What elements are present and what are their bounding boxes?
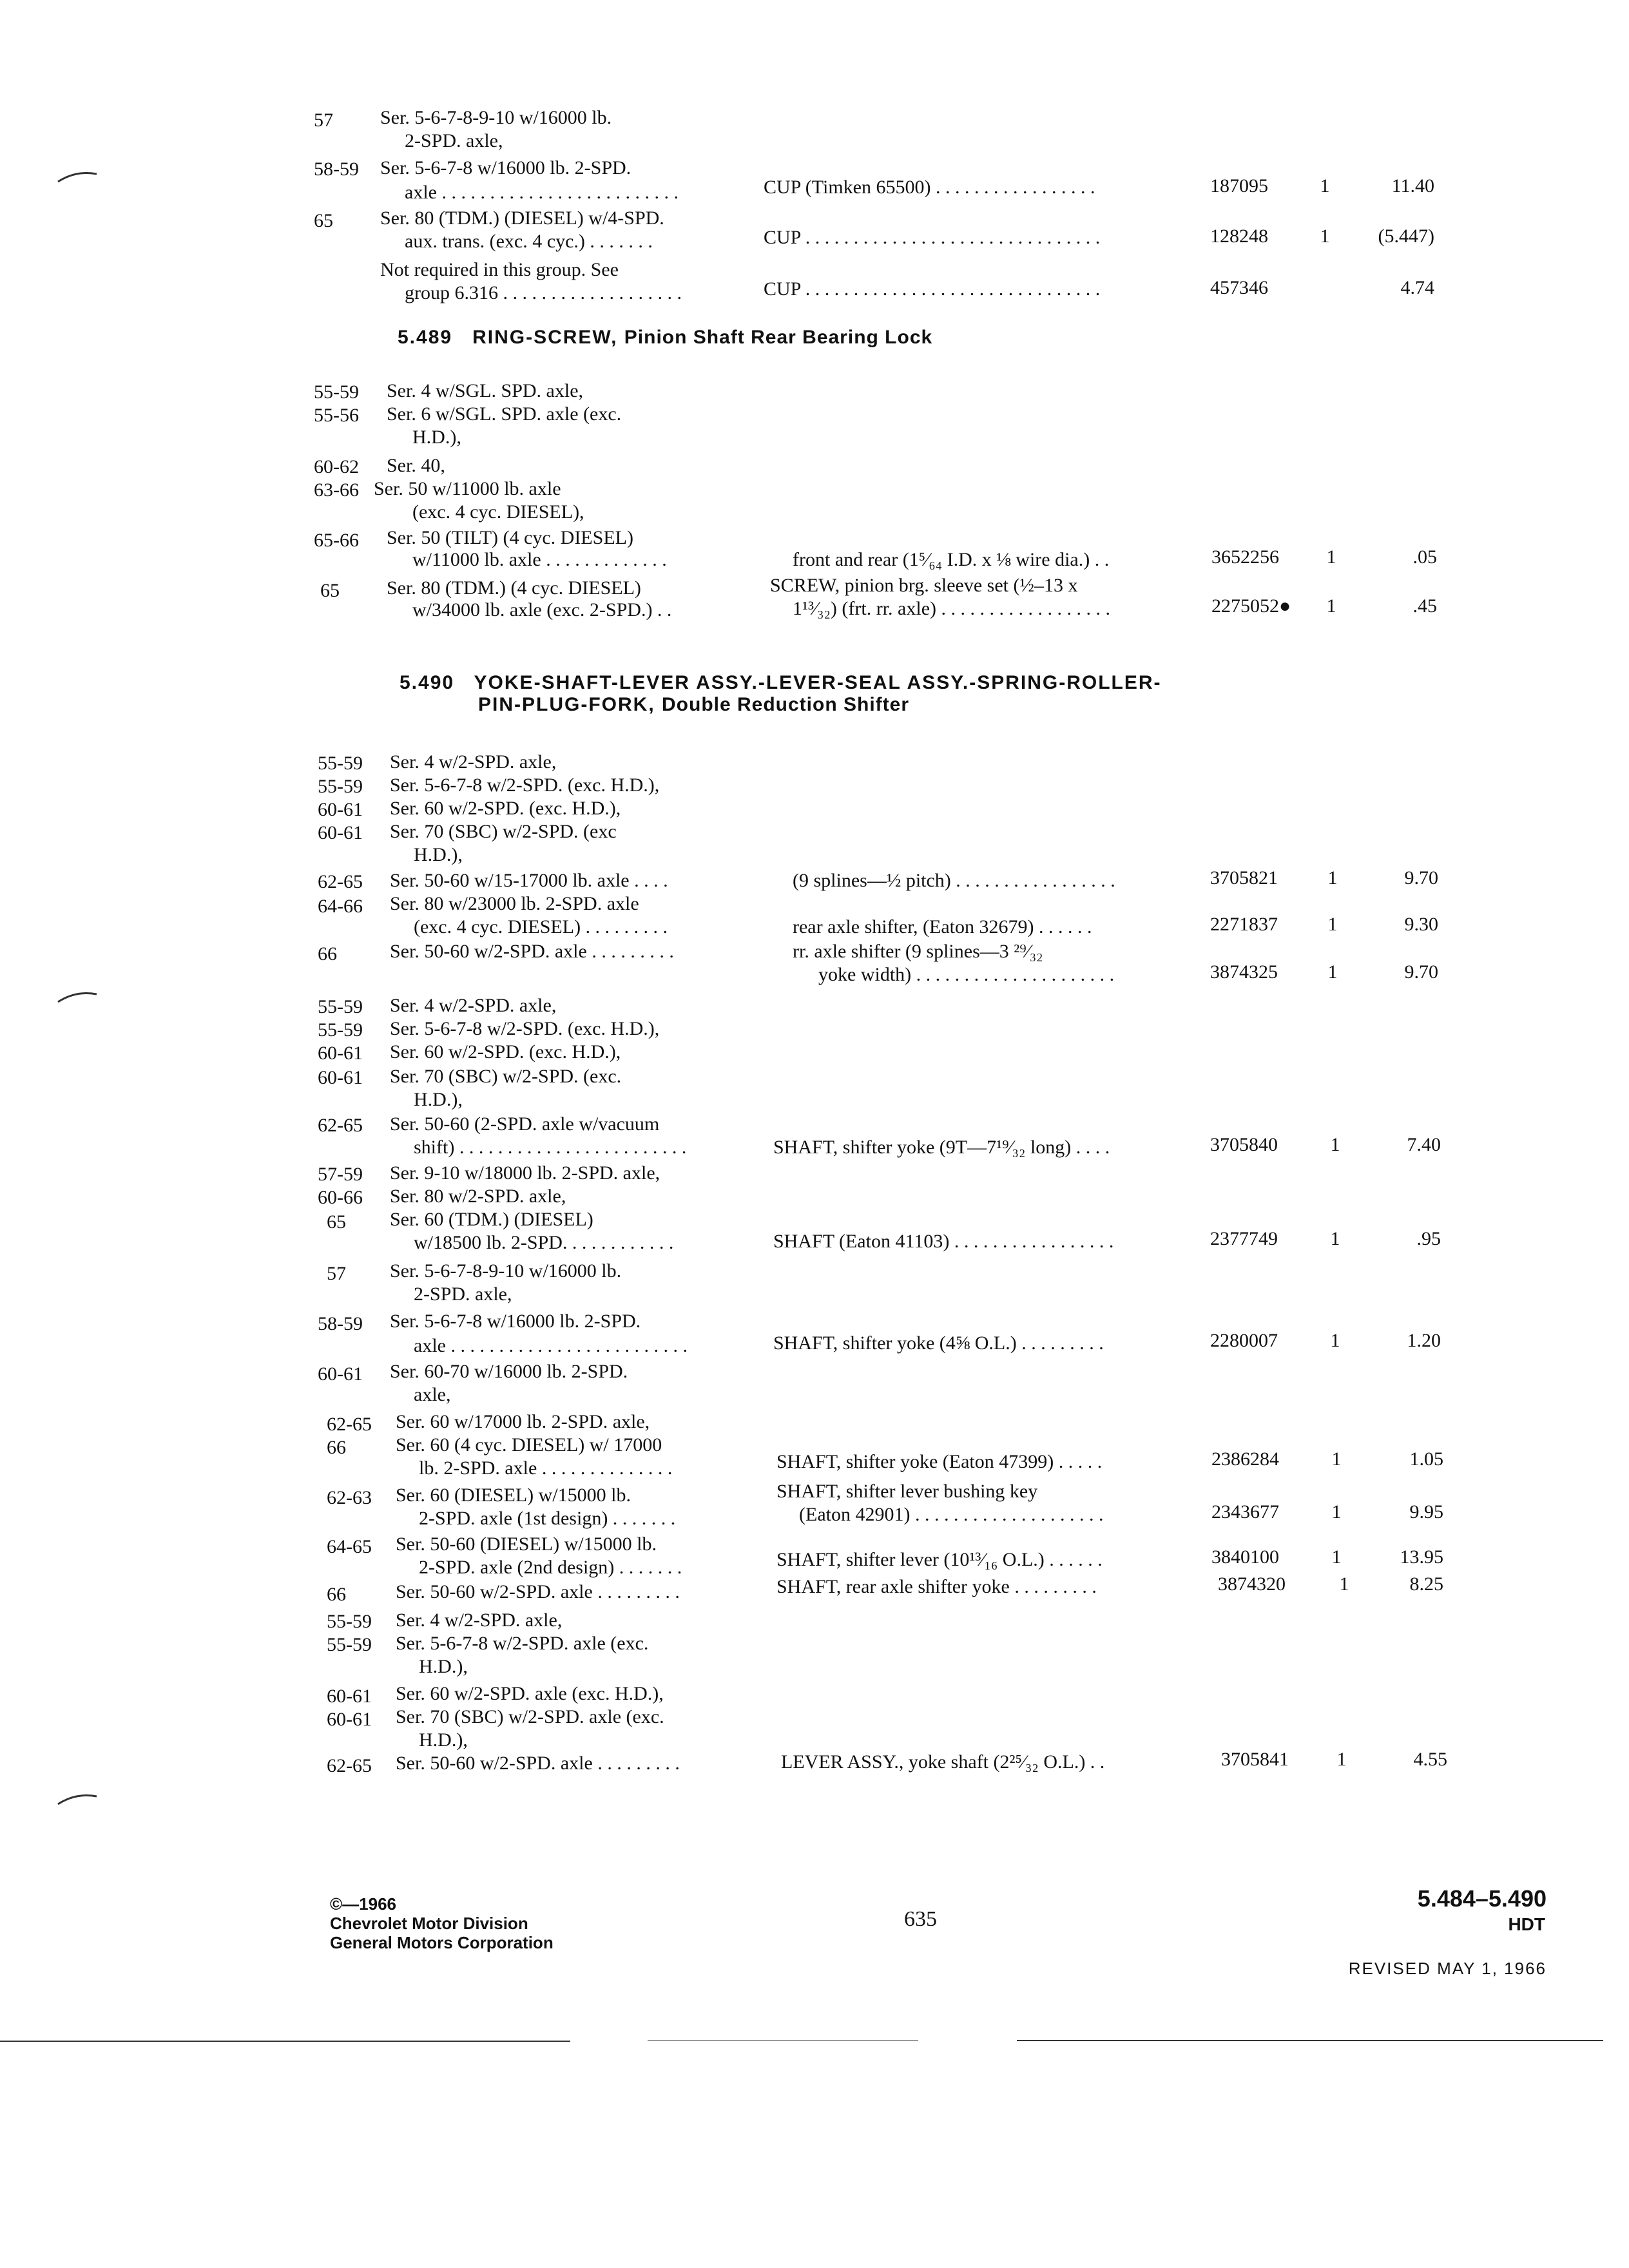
section-number: 5.490 [400, 672, 455, 693]
part-description: CUP . . . . . . . . . . . . . . . . . . . . . . . . . . . . . . . [764, 278, 1101, 300]
price: 1.05 [1409, 1448, 1443, 1470]
application-line: (exc. 4 cyc. DIESEL) . . . . . . . . . [414, 916, 668, 937]
application-line: Ser. 5-6-7-8 w/2-SPD. (exc. H.D.), [390, 774, 660, 796]
year-range: 65 [314, 210, 333, 231]
year-range: 60-61 [327, 1709, 372, 1730]
quantity: 1 [1339, 1573, 1349, 1595]
application-line: Ser. 4 w/2-SPD. axle, [396, 1610, 563, 1631]
quantity: 1 [1327, 867, 1338, 889]
application-line: Ser. 70 (SBC) w/2-SPD. axle (exc. [396, 1706, 664, 1727]
year-range: 55-59 [314, 381, 359, 403]
year-range: 63-66 [314, 479, 359, 501]
part-description: LEVER ASSY., yoke shaft (2²⁵⁄₃₂ O.L.) . . [781, 1751, 1105, 1773]
section-title-continued: PIN-PLUG-FORK, [478, 694, 655, 715]
year-range: 60-61 [327, 1686, 372, 1707]
part-number: 2343677 [1211, 1501, 1279, 1523]
part-description: CUP . . . . . . . . . . . . . . . . . . . . . . . . . . . . . . . [764, 227, 1101, 248]
application-line: Ser. 4 w/SGL. SPD. axle, [387, 380, 584, 401]
quantity: 1 [1327, 914, 1338, 935]
part-number: 2275052● [1211, 595, 1291, 617]
part-number: 2377749 [1210, 1228, 1278, 1249]
application-line: w/18500 lb. 2-SPD. . . . . . . . . . . . [414, 1232, 674, 1253]
part-description: SHAFT (Eaton 41103) . . . . . . . . . . . . . . . . . [773, 1231, 1114, 1252]
year-range: 55-59 [318, 1019, 363, 1041]
price: 13.95 [1400, 1546, 1443, 1568]
year-range: 55-59 [327, 1634, 372, 1655]
part-description: rr. axle shifter (9 splines—3 ²⁹⁄₃₂ [793, 941, 1043, 962]
section-heading-5490 [400, 672, 1162, 694]
application-line: w/11000 lb. axle . . . . . . . . . . . . . [412, 549, 667, 570]
model-code: HDT [1508, 1914, 1545, 1934]
part-number: 3652256 [1211, 546, 1279, 568]
group-range: 5.484–5.490 [1417, 1885, 1547, 1912]
price: 4.74 [1400, 277, 1434, 298]
application-line: 2-SPD. axle, [405, 130, 503, 151]
price: 1.20 [1407, 1330, 1441, 1351]
part-number: 2271837 [1210, 914, 1278, 935]
part-description: front and rear (1⁵⁄₆₄ I.D. x ⅛ wire dia.) . . [793, 549, 1110, 570]
year-range: 66 [318, 943, 337, 965]
price: .95 [1416, 1228, 1441, 1249]
part-number: 2386284 [1211, 1448, 1279, 1470]
section-title: YOKE-SHAFT-LEVER ASSY.-LEVER-SEAL ASSY.-SPRING-ROLLER- [474, 672, 1162, 693]
quantity: 1 [1331, 1448, 1342, 1470]
year-range: 60-62 [314, 456, 359, 477]
section-heading-5490-line2 [478, 694, 909, 716]
year-range: 62-65 [327, 1755, 372, 1776]
year-range: 55-56 [314, 405, 359, 426]
year-range: 65 [320, 580, 340, 601]
section-heading-5489 [398, 327, 932, 349]
application-line: Ser. 6 w/SGL. SPD. axle (exc. [387, 403, 622, 425]
application-line: shift) . . . . . . . . . . . . . . . . . . . . . . . . [414, 1137, 687, 1158]
application-line: H.D.), [414, 1089, 463, 1110]
price: 9.30 [1404, 914, 1438, 935]
application-line: Ser. 60 w/2-SPD. (exc. H.D.), [390, 1041, 621, 1062]
application-line: Ser. 50 w/11000 lb. axle [374, 478, 561, 499]
quantity: 1 [1326, 546, 1336, 568]
part-description: SHAFT, shifter lever bushing key [776, 1481, 1038, 1502]
footer-divider [0, 2041, 570, 2042]
year-range: 64-66 [318, 896, 363, 917]
part-number: 3874320 [1218, 1573, 1286, 1595]
quantity: 1 [1326, 595, 1336, 617]
quantity: 1 [1330, 1330, 1340, 1351]
part-number: 3705840 [1210, 1134, 1278, 1155]
application-line: Ser. 40, [387, 455, 445, 476]
year-range: 62-65 [318, 1115, 363, 1136]
application-line: Ser. 9-10 w/18000 lb. 2-SPD. axle, [390, 1162, 660, 1184]
application-line: axle . . . . . . . . . . . . . . . . . . . . . . . . . [414, 1335, 688, 1356]
application-line: Ser. 50-60 w/2-SPD. axle . . . . . . . . . [396, 1753, 680, 1774]
price: .05 [1412, 546, 1437, 568]
application-line: H.D.), [414, 844, 463, 865]
year-range: 65 [327, 1211, 346, 1233]
part-description: SHAFT, shifter lever (10¹³⁄₁₆ O.L.) . . . . . . [776, 1549, 1103, 1570]
application-line: H.D.), [419, 1729, 468, 1751]
quantity: 1 [1327, 961, 1338, 983]
application-line: Ser. 50-60 (2-SPD. axle w/vacuum [390, 1113, 660, 1135]
price: 8.25 [1409, 1573, 1443, 1595]
application-line: Ser. 60 (TDM.) (DIESEL) [390, 1209, 593, 1230]
year-range: 55-59 [318, 776, 363, 797]
part-description: 1¹³⁄₃₂) (frt. rr. axle) . . . . . . . . . . . . . . . . . . [793, 598, 1110, 619]
section-subtitle: Pinion Shaft Rear Bearing Lock [624, 327, 933, 348]
application-line: Ser. 60 w/2-SPD. axle (exc. H.D.), [396, 1683, 664, 1704]
application-line: axle, [414, 1384, 451, 1405]
application-line: Ser. 5-6-7-8 w/16000 lb. 2-SPD. [390, 1311, 641, 1332]
application-line: Ser. 5-6-7-8 w/2-SPD. (exc. H.D.), [390, 1018, 660, 1039]
year-range: 57-59 [318, 1164, 363, 1185]
application-line: (exc. 4 cyc. DIESEL), [412, 501, 584, 523]
year-range: 55-59 [327, 1611, 372, 1632]
year-range: 55-59 [318, 753, 363, 774]
copyright: ©—1966 [330, 1894, 396, 1914]
part-description: SCREW, pinion brg. sleeve set (½–13 x [770, 575, 1078, 596]
application-line: Ser. 80 (TDM.) (DIESEL) w/4-SPD. [380, 207, 664, 229]
application-line: Ser. 60 w/2-SPD. (exc. H.D.), [390, 798, 621, 819]
application-line: 2-SPD. axle (1st design) . . . . . . . [419, 1508, 676, 1529]
binder-mark [57, 989, 98, 1004]
part-description: SHAFT, rear axle shifter yoke . . . . . . . . . [776, 1576, 1097, 1597]
year-range: 58-59 [314, 159, 359, 180]
application-line: Ser. 50-60 w/2-SPD. axle . . . . . . . . . [390, 941, 674, 962]
application-line: Ser. 60-70 w/16000 lb. 2-SPD. [390, 1361, 628, 1382]
revised-date: REVISED MAY 1, 1966 [1348, 1959, 1547, 1978]
application-line: Ser. 70 (SBC) w/2-SPD. (exc. [390, 1066, 622, 1087]
price: (5.447) [1378, 226, 1434, 247]
part-description: SHAFT, shifter yoke (Eaton 47399) . . . . . [776, 1451, 1103, 1472]
application-line: w/34000 lb. axle (exc. 2-SPD.) . . [412, 599, 672, 620]
year-range: 66 [327, 1584, 346, 1605]
price: .45 [1412, 595, 1437, 617]
part-description: yoke width) . . . . . . . . . . . . . . . . . . . . . [818, 964, 1115, 985]
part-number: 3840100 [1211, 1546, 1279, 1568]
price: 4.55 [1413, 1749, 1447, 1770]
price: 9.95 [1409, 1501, 1443, 1523]
application-line: aux. trans. (exc. 4 cyc.) . . . . . . . [405, 231, 653, 252]
quantity: 1 [1331, 1501, 1342, 1523]
application-line: Ser. 5-6-7-8 w/16000 lb. 2-SPD. [380, 157, 631, 178]
part-number: 3705841 [1221, 1749, 1289, 1770]
year-range: 62-65 [327, 1414, 372, 1435]
part-description: SHAFT, shifter yoke (4⅝ O.L.) . . . . . . . . . [773, 1332, 1104, 1354]
application-line: 2-SPD. axle, [414, 1283, 512, 1305]
binder-mark [57, 169, 98, 184]
part-number: 187095 [1210, 175, 1268, 197]
application-line: Ser. 80 w/2-SPD. axle, [390, 1186, 566, 1207]
part-description: rear axle shifter, (Eaton 32679) . . . . . . [793, 916, 1092, 937]
application-line: Ser. 5-6-7-8-9-10 w/16000 lb. [390, 1260, 622, 1282]
quantity: 1 [1320, 226, 1330, 247]
application-line: Ser. 50-60 w/2-SPD. axle . . . . . . . . . [396, 1581, 680, 1602]
application-line: Ser. 5-6-7-8 w/2-SPD. axle (exc. [396, 1633, 649, 1654]
section-subtitle: Double Reduction Shifter [662, 694, 909, 715]
publisher-corporation: General Motors Corporation [330, 1933, 554, 1952]
year-range: 66 [327, 1437, 346, 1458]
part-number: 3705821 [1210, 867, 1278, 889]
application-line: Ser. 50 (TILT) (4 cyc. DIESEL) [387, 527, 633, 548]
price: 9.70 [1404, 961, 1438, 983]
application-line: Ser. 60 w/17000 lb. 2-SPD. axle, [396, 1411, 650, 1432]
year-range: 60-61 [318, 799, 363, 820]
part-description: SHAFT, shifter yoke (9T—7¹⁹⁄₃₂ long) . . . . [773, 1137, 1110, 1158]
year-range: 55-59 [318, 996, 363, 1017]
application-line: Ser. 50-60 w/15-17000 lb. axle . . . . [390, 870, 668, 891]
year-range: 60-61 [318, 1363, 363, 1385]
binder-mark [57, 1791, 98, 1807]
application-line: Ser. 5-6-7-8-9-10 w/16000 lb. [380, 107, 612, 128]
application-line: Ser. 80 w/23000 lb. 2-SPD. axle [390, 893, 639, 914]
price: 11.40 [1391, 175, 1434, 197]
application-line: group 6.316 . . . . . . . . . . . . . . . . . . . [405, 282, 682, 303]
quantity: 1 [1336, 1749, 1347, 1770]
part-number: 2280007 [1210, 1330, 1278, 1351]
year-range: 60-61 [318, 1043, 363, 1064]
footer-divider [1017, 2040, 1603, 2041]
application-line: Ser. 60 (DIESEL) w/15000 lb. [396, 1485, 631, 1506]
application-line: Ser. 50-60 (DIESEL) w/15000 lb. [396, 1533, 657, 1555]
quantity: 1 [1330, 1228, 1340, 1249]
application-line: 2-SPD. axle (2nd design) . . . . . . . [419, 1557, 682, 1578]
application-line: Not required in this group. See [380, 259, 619, 280]
part-description: (Eaton 42901) . . . . . . . . . . . . . . . . . . . . [799, 1504, 1104, 1525]
year-range: 57 [327, 1263, 346, 1284]
application-line: lb. 2-SPD. axle . . . . . . . . . . . . . . [419, 1457, 673, 1479]
application-line: H.D.), [419, 1656, 468, 1677]
price: 7.40 [1407, 1134, 1441, 1155]
application-line: H.D.), [412, 427, 461, 448]
footer-divider [648, 2040, 918, 2041]
year-range: 60-61 [318, 1067, 363, 1088]
quantity: 1 [1330, 1134, 1340, 1155]
quantity: 1 [1320, 175, 1330, 197]
publisher-division: Chevrolet Motor Division [330, 1914, 528, 1933]
year-range: 62-63 [327, 1487, 372, 1508]
part-description: CUP (Timken 65500) . . . . . . . . . . . . . . . . . [764, 177, 1095, 198]
year-range: 62-65 [318, 871, 363, 892]
application-line: axle . . . . . . . . . . . . . . . . . . . . . . . . . [405, 182, 679, 203]
section-number: 5.489 [398, 327, 453, 348]
application-line: Ser. 70 (SBC) w/2-SPD. (exc [390, 821, 617, 842]
quantity: 1 [1331, 1546, 1342, 1568]
application-line: Ser. 80 (TDM.) (4 cyc. DIESEL) [387, 577, 641, 599]
application-line: Ser. 60 (4 cyc. DIESEL) w/ 17000 [396, 1434, 662, 1456]
year-range: 57 [314, 110, 333, 131]
year-range: 65-66 [314, 530, 359, 551]
application-line: Ser. 4 w/2-SPD. axle, [390, 995, 557, 1016]
part-number: 128248 [1210, 226, 1268, 247]
part-number: 457346 [1210, 277, 1268, 298]
price: 9.70 [1404, 867, 1438, 889]
part-description: (9 splines—½ pitch) . . . . . . . . . . . . . . . . . [793, 870, 1115, 891]
section-title: RING-SCREW, [472, 327, 618, 348]
year-range: 58-59 [318, 1313, 363, 1334]
application-line: Ser. 4 w/2-SPD. axle, [390, 751, 557, 773]
year-range: 64-65 [327, 1536, 372, 1557]
year-range: 60-61 [318, 822, 363, 843]
part-number: 3874325 [1210, 961, 1278, 983]
page-number: 635 [904, 1907, 937, 1931]
year-range: 60-66 [318, 1187, 363, 1208]
